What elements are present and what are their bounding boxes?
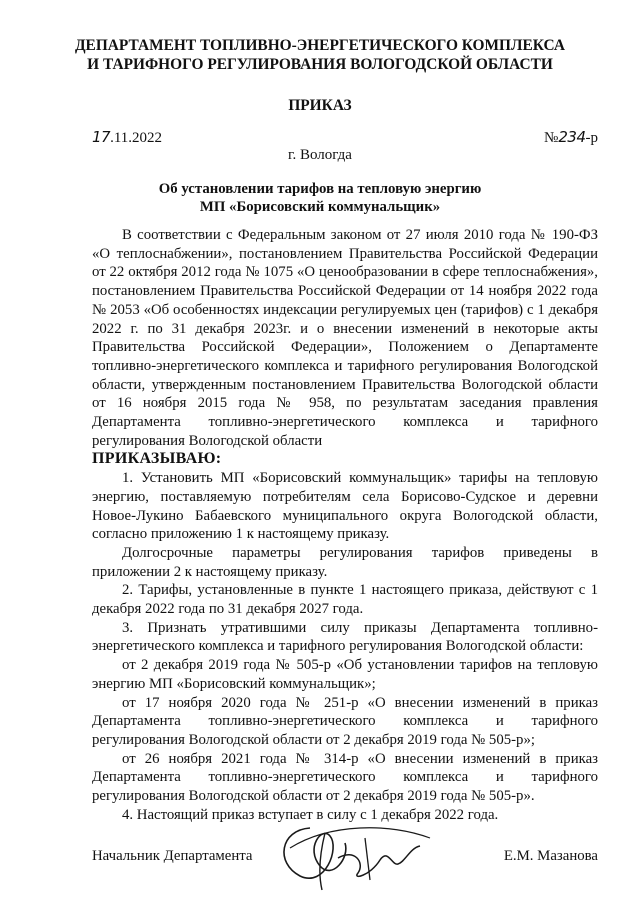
clause-4-paragraph: 4. Настоящий приказ вступает в силу с 1 декабря 2022 года. — [122, 806, 499, 823]
document-title: ПРИКАЗ — [288, 97, 352, 114]
order-number — [544, 128, 598, 147]
handwritten-signature — [270, 818, 440, 898]
order-body — [92, 226, 598, 825]
department-line-2: И ТАРИФНОГО РЕГУЛИРОВАНИЯ ВОЛОГОДСКОЙ ОБЛАСТИ — [87, 56, 553, 73]
clause-3a-paragraph: от 2 декабря 2019 года № 505-р «Об установлении тарифов на тепловую энергию МП «Борисовский коммунальщик»; — [92, 657, 598, 692]
subject-line-1: Об установлении тарифов на тепловую энергию — [158, 181, 482, 197]
clause-3b-paragraph: от 17 ноября 2020 года № 251-р «О внесении изменений в приказ Департамента топливно-энергетического комплекса и тарифного регулирования Вологодской области от 2 декабря 2019 года № 505-р»; — [92, 694, 598, 748]
clause-2-paragraph: 2. Тарифы, установленные в пункте 1 настоящего приказа, действуют с 1 декабря 2022 года по 31 декабря 2027 года. — [92, 582, 598, 618]
department-line-1: ДЕПАРТАМЕНТ ТОПЛИВНО-ЭНЕРГЕТИЧЕСКОГО КОМПЛЕКСА — [74, 37, 566, 54]
subject-line-2: МП «Борисовский коммунальщик» — [199, 199, 441, 215]
order-date-rest: .11.2022 — [110, 130, 163, 146]
order-number-prefix: № — [544, 130, 559, 146]
order-subject — [40, 180, 600, 216]
issue-city: г. Вологда — [288, 147, 352, 163]
order-date-day: 17 — [92, 128, 111, 146]
preamble-paragraph: В соответствии с Федеральным законом от 27 июля 2010 года № 190-ФЗ «О теплоснабжении», постановлением Правительства Российской Федерации от 22 октября 2012 года № 1075 «О ценообразовании в сфере теплоснабжения», постановлением Правительства Российской Федерации от 14 ноября 2022 года № 2053 «Об особенностях индексации регулируемых цен (тарифов) с 1 декабря 2022 г. по 31 декабря 2023г. и о внесении изменений в некоторые акты Правительства Российской Федерации», Положением о Департаменте топливно-энергетического комплекса и тарифного регулирования Вологодской области, утвержденным постановлением Правительства Вологодской области от 16 ноября 2015 года № 958, по результатам заседания правления Департамента топливно-энергетического комплекса и тарифного регулирования Вологодской области — [92, 227, 598, 449]
department-header — [40, 36, 600, 74]
signer-position: Начальник Департамента — [92, 848, 253, 864]
clause-3c-paragraph: от 26 ноября 2021 года № 314-р «О внесении изменений в приказ Департамента топливно-энергетического комплекса и тарифного регулирования Вологодской области от 2 декабря 2019 года № 505-р». — [92, 750, 598, 805]
clause-3-paragraph: 3. Признать утратившими силу приказы Департамента топливно-энергетического комплекса и тарифного регулирования Вологодской области: — [92, 619, 598, 655]
order-date — [92, 128, 162, 147]
signer-name: Е.М. Мазанова — [503, 848, 598, 864]
order-word: ПРИКАЗЫВАЮ: — [92, 450, 222, 468]
order-word-paragraph — [92, 450, 598, 469]
clause-1-paragraph: 1. Установить МП «Борисовский коммунальщик» тарифы на тепловую энергию, поставляемую потребителям села Борисово-Судское и деревни Новое-Лукино Бабаевского муниципального округа Вологодской области, согласно приложению 1 к настоящему приказу. — [92, 470, 598, 543]
order-number-value: 234 — [558, 128, 586, 146]
clause-1b-paragraph: Долгосрочные параметры регулирования тарифов приведены в приложении 2 к настоящему приказу. — [92, 544, 598, 580]
order-number-suffix: -р — [585, 130, 598, 146]
